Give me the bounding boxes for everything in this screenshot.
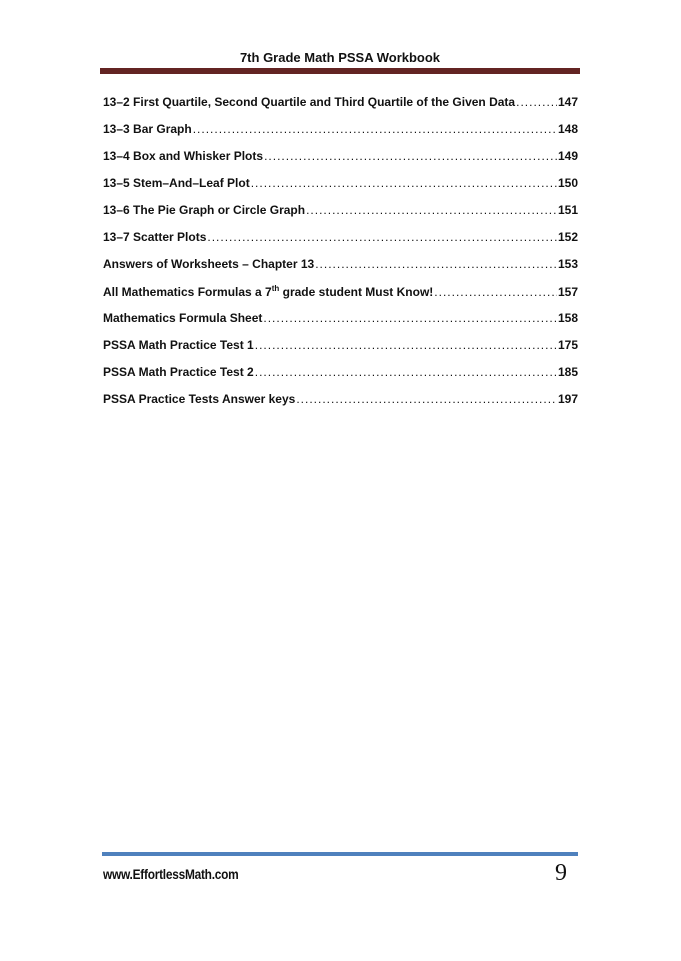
toc-entry-title: 13–2 First Quartile, Second Quartile and Third Quartile of the Given Data [103,95,516,109]
toc-entry-title: 13–4 Box and Whisker Plots [103,149,264,163]
toc-entry[interactable] [103,311,578,338]
footer-website: www.EffortlessMath.com [103,866,239,882]
toc-entry-page: 150 [557,176,578,190]
toc-entry[interactable] [103,338,578,365]
ordinal-suffix: th [271,284,280,293]
toc-entry[interactable] [103,176,578,203]
toc-entry-title: 13–5 Stem–And–Leaf Plot [103,176,250,190]
toc-entry-title: Mathematics Formula Sheet [103,311,263,325]
toc-entry-title: PSSA Math Practice Test 2 [103,365,254,379]
toc-entry[interactable] [103,230,578,257]
toc-entry-page: 152 [557,230,578,244]
toc-entry-title: 13–6 The Pie Graph or Circle Graph [103,203,306,217]
dot-leader [315,257,557,271]
toc-entry-title: Answers of Worksheets – Chapter 13 [103,257,315,271]
dot-leader [207,230,557,244]
toc-entry-title-start: All Mathematics Formulas a 7 [103,285,272,299]
dot-leader [306,203,557,217]
dot-leader [251,176,557,190]
toc-entry[interactable] [103,284,578,311]
toc-entry-page: 148 [557,122,578,136]
footer-divider [102,852,578,856]
toc-entry-page: 197 [557,392,578,406]
toc-entry-page: 151 [557,203,578,217]
toc-entry[interactable] [103,149,578,176]
toc-entry-title: PSSA Math Practice Test 1 [103,338,254,352]
toc-entry-page: 158 [557,311,578,325]
toc-entry-page: 147 [557,95,578,109]
toc-entry[interactable] [103,122,578,149]
table-of-contents [103,95,578,419]
toc-entry-page: 185 [557,365,578,379]
dot-leader [193,122,557,136]
toc-entry[interactable] [103,203,578,230]
dot-leader [434,285,557,299]
dot-leader [264,149,557,163]
toc-entry-title-end: grade student Must Know! [279,285,434,299]
toc-entry-page: 153 [557,257,578,271]
toc-entry-page: 157 [557,285,578,299]
dot-leader [516,95,557,109]
toc-entry[interactable] [103,365,578,392]
toc-entry[interactable] [103,95,578,122]
dot-leader [255,365,557,379]
toc-entry-page: 175 [557,338,578,352]
toc-entry-page: 149 [557,149,578,163]
dot-leader [296,392,557,406]
dot-leader [263,311,557,325]
page-number: 9 [555,860,567,886]
toc-entry-title: PSSA Practice Tests Answer keys [103,392,296,406]
toc-entry-title: 13–3 Bar Graph [103,122,192,136]
toc-entry[interactable] [103,392,578,419]
header-divider [100,68,580,74]
toc-entry-title [103,284,433,299]
running-header-title: 7th Grade Math PSSA Workbook [239,50,441,65]
toc-entry[interactable] [103,257,578,284]
dot-leader [255,338,557,352]
toc-entry-title: 13–7 Scatter Plots [103,230,207,244]
